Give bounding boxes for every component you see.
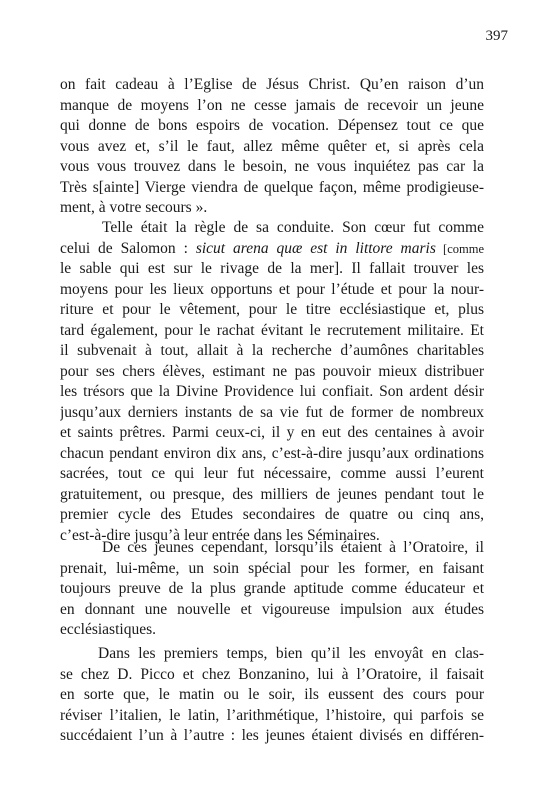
- text-line: se chez D. Picco et chez Bonzanino, lui à l’Oratoire, il faisait: [60, 665, 484, 683]
- page-number: 397: [485, 28, 508, 44]
- latin-quote: sicut arena quæ est in littore maris: [195, 239, 436, 257]
- text-line: ment, à votre secours ».: [60, 199, 208, 216]
- text-line: jusqu’aux derniers instants de sa vie fut de former de nombreux: [60, 403, 484, 421]
- text-line: premier cycle des Etudes secondaires de quatre ou cinq ans,: [60, 506, 484, 523]
- text-line: Dans les premiers temps, bien qu’il les envoyât en clas-: [98, 645, 484, 662]
- paragraph-3: [60, 538, 484, 641]
- text-fragment: celui de Salomon :: [60, 239, 196, 257]
- text-line: c’est-à-dire jusqu’à leur entrée dans les Séminaires.: [60, 526, 380, 544]
- paragraph-4: [60, 644, 484, 747]
- text-line: les trésors que la Divine Providence lui confiait. Son ardent désir: [60, 383, 484, 400]
- text-line: vous vous trouvez dans le besoin, ne vous inquiétez pas car la: [60, 158, 484, 175]
- text-line: chacun pendant environ dix ans, c’est-à-dire jusqu’aux ordinations: [60, 444, 484, 462]
- text-line: succédaient l’un à l’autre : les jeunes étaient divisés en différen-: [60, 727, 484, 744]
- text-line: le sable qui est sur le rivage de la mer]. Il fallait trouver les: [60, 260, 484, 277]
- text-line: pour ses chers élèves, estimant ne pas pouvoir mieux distribuer: [60, 362, 484, 380]
- bracket-note: [comme: [435, 241, 484, 256]
- text-line: ecclésiastiques.: [60, 621, 156, 638]
- text-line-with-quote: [60, 239, 484, 260]
- text-line: gratuitement, ou presque, des milliers de jeunes pendant tout le: [60, 485, 484, 503]
- text-line: on fait cadeau à l’Eglise de Jésus Christ. Qu’en raison d’un: [60, 76, 484, 93]
- text-line: sacrées, tout ce qui leur fut nécessaire, comme aussi l’eurent: [60, 465, 484, 482]
- text-line: tard également, pour le rachat évitant le recrutement militaire. Et: [60, 321, 484, 339]
- paragraph-2: [60, 218, 484, 546]
- text-line: qui donne de bons espoirs de vocation. Dépensez tout ce que: [60, 117, 484, 134]
- text-line: riture et pour le vêtement, pour le titre ecclésiastique et, plus: [60, 301, 484, 318]
- paragraph-1: [60, 75, 484, 219]
- text-line: Telle était la règle de sa conduite. Son cœur fut comme: [102, 219, 484, 236]
- text-line: manque de moyens l’on ne cesse jamais de recevoir un jeune: [60, 96, 484, 114]
- text-line: prenait, lui-même, un soin spécial pour les former, en faisant: [60, 559, 484, 577]
- text-line: en donnant une nouvelle et vigoureuse impulsion aux études: [60, 600, 484, 618]
- text-line: vous avez et, s’il le faut, allez même quêter et, si après cela: [60, 137, 484, 155]
- text-line: et saints prêtres. Parmi ceux-ci, il y en eut des centaines à avoir: [60, 424, 484, 441]
- text-line: en sorte que, le matin ou le soir, ils eussent des cours pour: [60, 686, 484, 703]
- text-line: moyens pour les lieux opportuns et pour l’étude et pour la nour-: [60, 280, 484, 298]
- text-line: toujours preuve de la plus grande aptitude comme éducateur et: [60, 580, 484, 597]
- text-line: réviser l’italien, le latin, l’arithmétique, l’histoire, qui parfois se: [60, 706, 484, 724]
- text-line: Très s[ainte] Vierge viendra de quelque façon, même prodigieuse-: [60, 178, 484, 196]
- text-line: De ces jeunes cependant, lorsqu’ils étaient à l’Oratoire, il: [102, 539, 484, 556]
- text-line: il subvenait à tout, allait à la recherche d’aumônes charitables: [60, 342, 484, 359]
